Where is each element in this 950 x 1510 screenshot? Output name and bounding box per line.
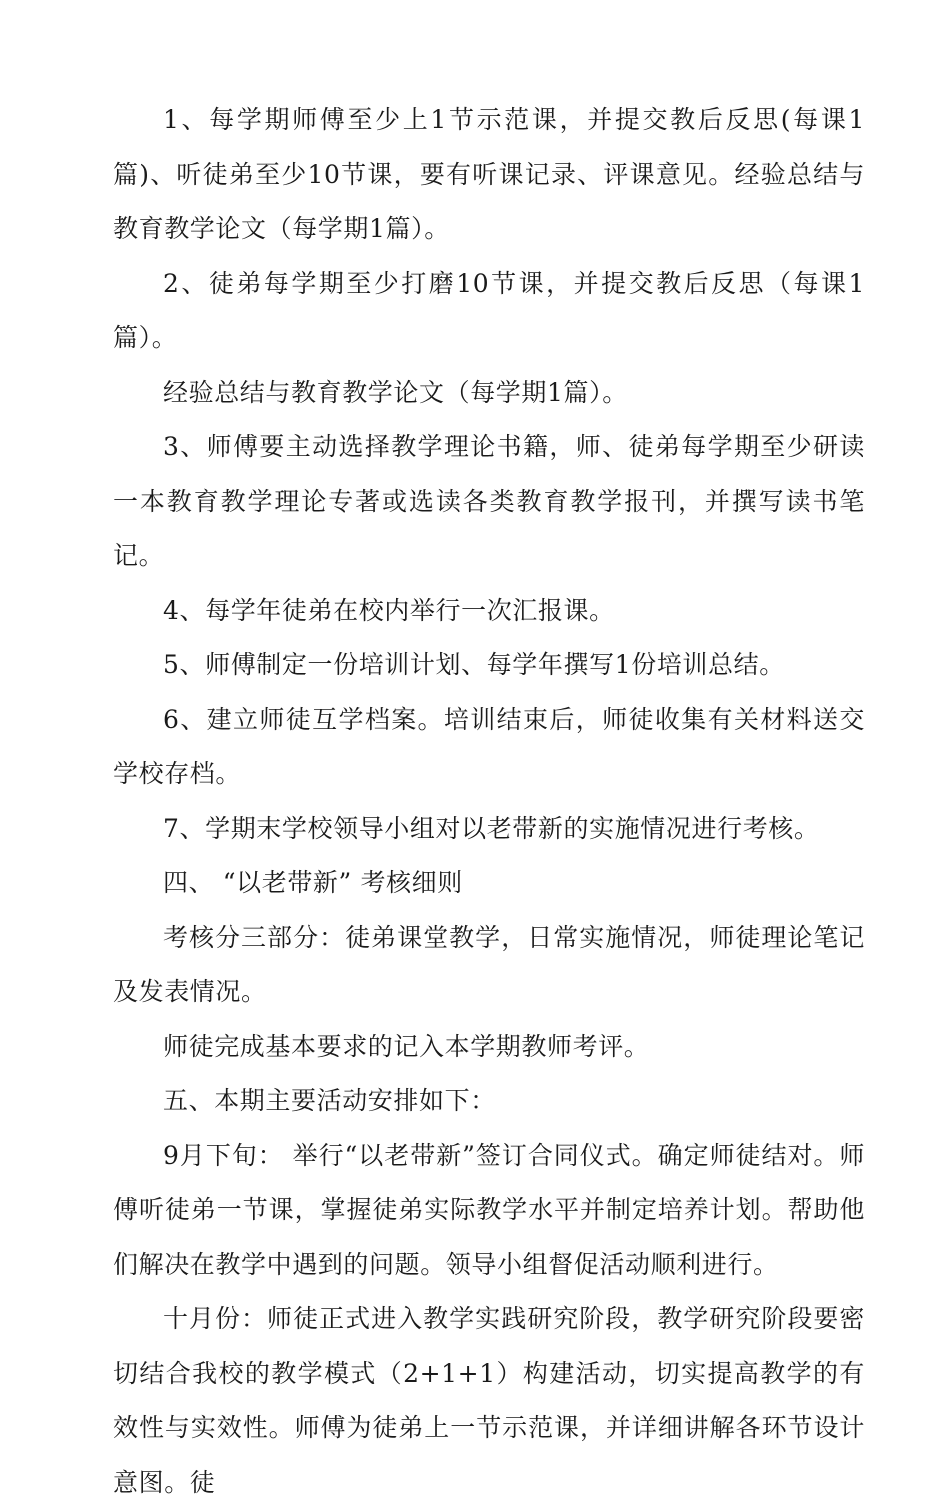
paragraph-assessment-parts: 考核分三部分：徒弟课堂教学，日常实施情况，师徒理论笔记及发表情况。 [113,922,865,1006]
paragraph-september: 9月下旬： 举行“以老带新”签订合同仪式。确定师徒结对。师傅听徒弟一节课，掌握徒弟实际教学水平并制定培养计划。帮助他们解决在教学中遇到的问题。领导小组督促活动顺利进行。 [113,1140,865,1279]
paragraph-requirement-7: 7、学期末学校领导小组对以老带新的实施情况进行考核。 [163,813,820,843]
paragraph-requirement-5: 5、师傅制定一份培训计划、每学年撰写1份培训总结。 [163,650,785,679]
paragraph-requirement-1: 1、每学期师傅至少上1节示范课，并提交教后反思(每课1篇)、听徒弟至少10节课，要有听课记录、评课意见。经验总结与教育教学论文（每学期1篇）。 [113,105,865,243]
paragraph-requirement-6: 6、建立师徒互学档案。培训结束后，师徒收集有关材料送交学校存档。 [113,704,865,788]
paragraph-requirement-3: 3、师傅要主动选择教学理论书籍，师、徒弟每学期至少研读一本教育教学理论专著或选读各类教育教学报刊，并撰写读书笔记。 [113,432,865,570]
paragraph-assessment-record: 师徒完成基本要求的记入本学期教师考评。 [163,1031,650,1061]
document-body [113,93,865,1510]
paragraph-requirement-2: 2、徒弟每学期至少打磨10节课，并提交教后反思（每课1篇）。 [113,268,865,352]
section-heading-activities: 五、本期主要活动安排如下： [163,1086,496,1115]
paragraph-requirement-2-continued: 经验总结与教育教学论文（每学期1篇）。 [163,377,628,407]
paragraph-requirement-4: 4、每学年徒弟在校内举行一次汇报课。 [163,595,615,625]
paragraph-october: 十月份：师徒正式进入教学实践研究阶段，教学研究阶段要密切结合我校的教学模式（2+1+1）构建活动，切实提高教学的有效性与实效性。师傅为徒弟上一节示范课，并详细讲解各环节设计意图。徒 [113,1304,865,1497]
section-heading-assessment: 四、 “以老带新” 考核细则 [163,868,463,897]
